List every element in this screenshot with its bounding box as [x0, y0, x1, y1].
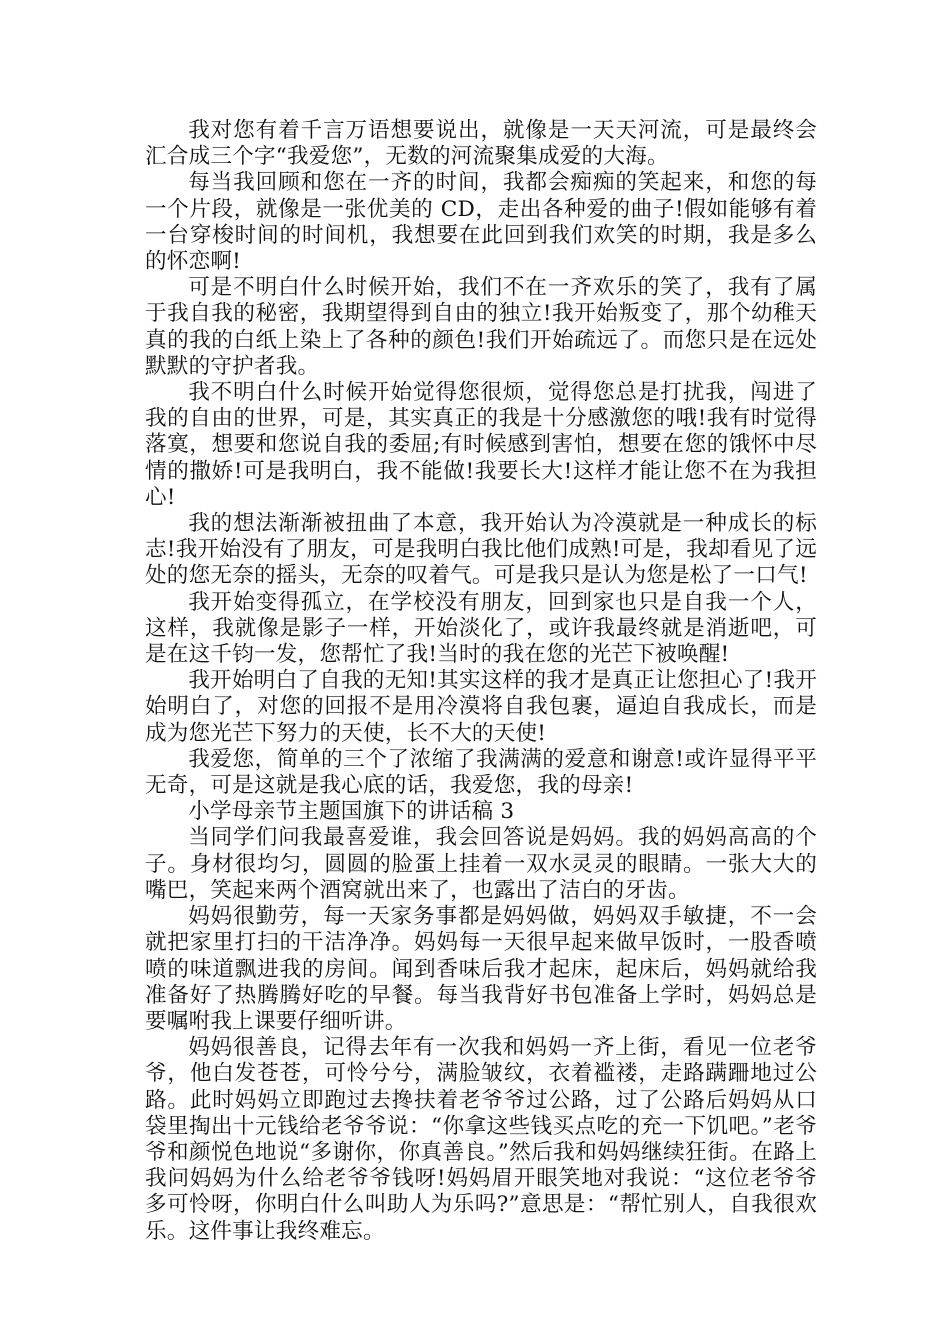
paragraph-8: 我爱您，简单的三个了浓缩了我满满的爱意和谢意!或许显得平平无奇，可是这就是我心底的话，我爱您，我的母亲! [145, 746, 817, 799]
paragraph-11: 妈妈很善良，记得去年有一次我和妈妈一齐上街，看见一位老爷爷，他白发苍苍，可怜兮兮，满脸皱纹，衣着褴褛，走路蹒跚地过公路。此时妈妈立即跑过去搀扶着老爷爷过公路，过了公路后妈妈从口袋里掏出十元钱给老爷爷说：“你拿这些钱买点吃的充一下饥吧。”老爷爷和颜悦色地说“多谢你，你真善良。”然后我和妈妈继续狂街。在路上我问妈妈为什么给老爷爷钱呀!妈妈眉开眼笑地对我说：“这位老爷爷多可怜呀，你明白什么叫助人为乐吗?”意思是：“帮忙别人，自我很欢乐。这件事让我终难忘。 [145, 1035, 817, 1244]
paragraph-6: 我开始变得孤立，在学校没有朋友，回到家也只是自我一个人，这样，我就像是影子一样，开始淡化了，或许我最终就是消逝吧，可是在这千钧一发，您帮忙了我!当时的我在您的光芒下被唤醒! [145, 589, 817, 668]
paragraph-10: 妈妈很勤劳，每一天家务事都是妈妈做，妈妈双手敏捷，不一会就把家里打扫的干洁净净。妈妈每一天很早起来做早饭时，一股香喷喷的味道飘进我的房间。闻到香味后我才起床，起床后，妈妈就给我准备好了热腾腾好吃的早餐。每当我背好书包准备上学时，妈妈总是要嘱咐我上课要仔细听讲。 [145, 904, 817, 1034]
paragraph-3: 可是不明白什么时候开始，我们不在一齐欢乐的笑了，我有了属于我自我的秘密，我期望得到自由的独立!我开始叛变了，那个幼稚天真的我的白纸上染上了各种的颜色!我们开始疏远了。而您只是在远处默默的守护者我。 [145, 275, 817, 379]
document-page [145, 118, 817, 1245]
paragraph-7: 我开始明白了自我的无知!其实这样的我才是真正让您担心了!我开始明白了，对您的回报不是用冷漠将自我包裹，逼迫自我成长，而是成为您光芒下努力的天使，长不大的天使! [145, 668, 817, 746]
paragraph-1: 我对您有着千言万语想要说出，就像是一天天河流，可是最终会汇合成三个字“我爱您”，无数的河流聚集成爱的大海。 [145, 118, 817, 170]
paragraph-9: 当同学们问我最喜爱谁，我会回答说是妈妈。我的妈妈高高的个子。身材很均匀，圆圆的脸蛋上挂着一双水灵灵的眼睛。一张大大的嘴巴，笑起来两个酒窝就出来了，也露出了洁白的牙齿。 [145, 825, 817, 903]
paragraph-5: 我的想法渐渐被扭曲了本意，我开始认为冷漠就是一种成长的标志!我开始没有了朋友，可是我明白我比他们成熟!可是，我却看见了远处的您无奈的摇头，无奈的叹着气。可是我只是认为您是松了一口气! [145, 511, 817, 589]
section-heading: 小学母亲节主题国旗下的讲话稿 3 [188, 799, 515, 825]
paragraph-4: 我不明白什么时候开始觉得您很烦，觉得您总是打扰我，闯进了我的自由的世界，可是，其实真正的我是十分感激您的哦!我有时觉得落寞，想要和您说自我的委屈;有时候感到害怕，想要在您的饿怀中尽情的撒娇!可是我明白，我不能做!我要长大!这样才能让您不在为我担心! [145, 380, 817, 510]
paragraph-2: 每当我回顾和您在一齐的时间，我都会痴痴的笑起来，和您的每一个片段，就像是一张优美的 CD，走出各种爱的曲子!假如能够有着一台穿梭时间的时间机，我想要在此回到我们欢笑的时期，我是多么的怀恋啊! [145, 170, 817, 275]
